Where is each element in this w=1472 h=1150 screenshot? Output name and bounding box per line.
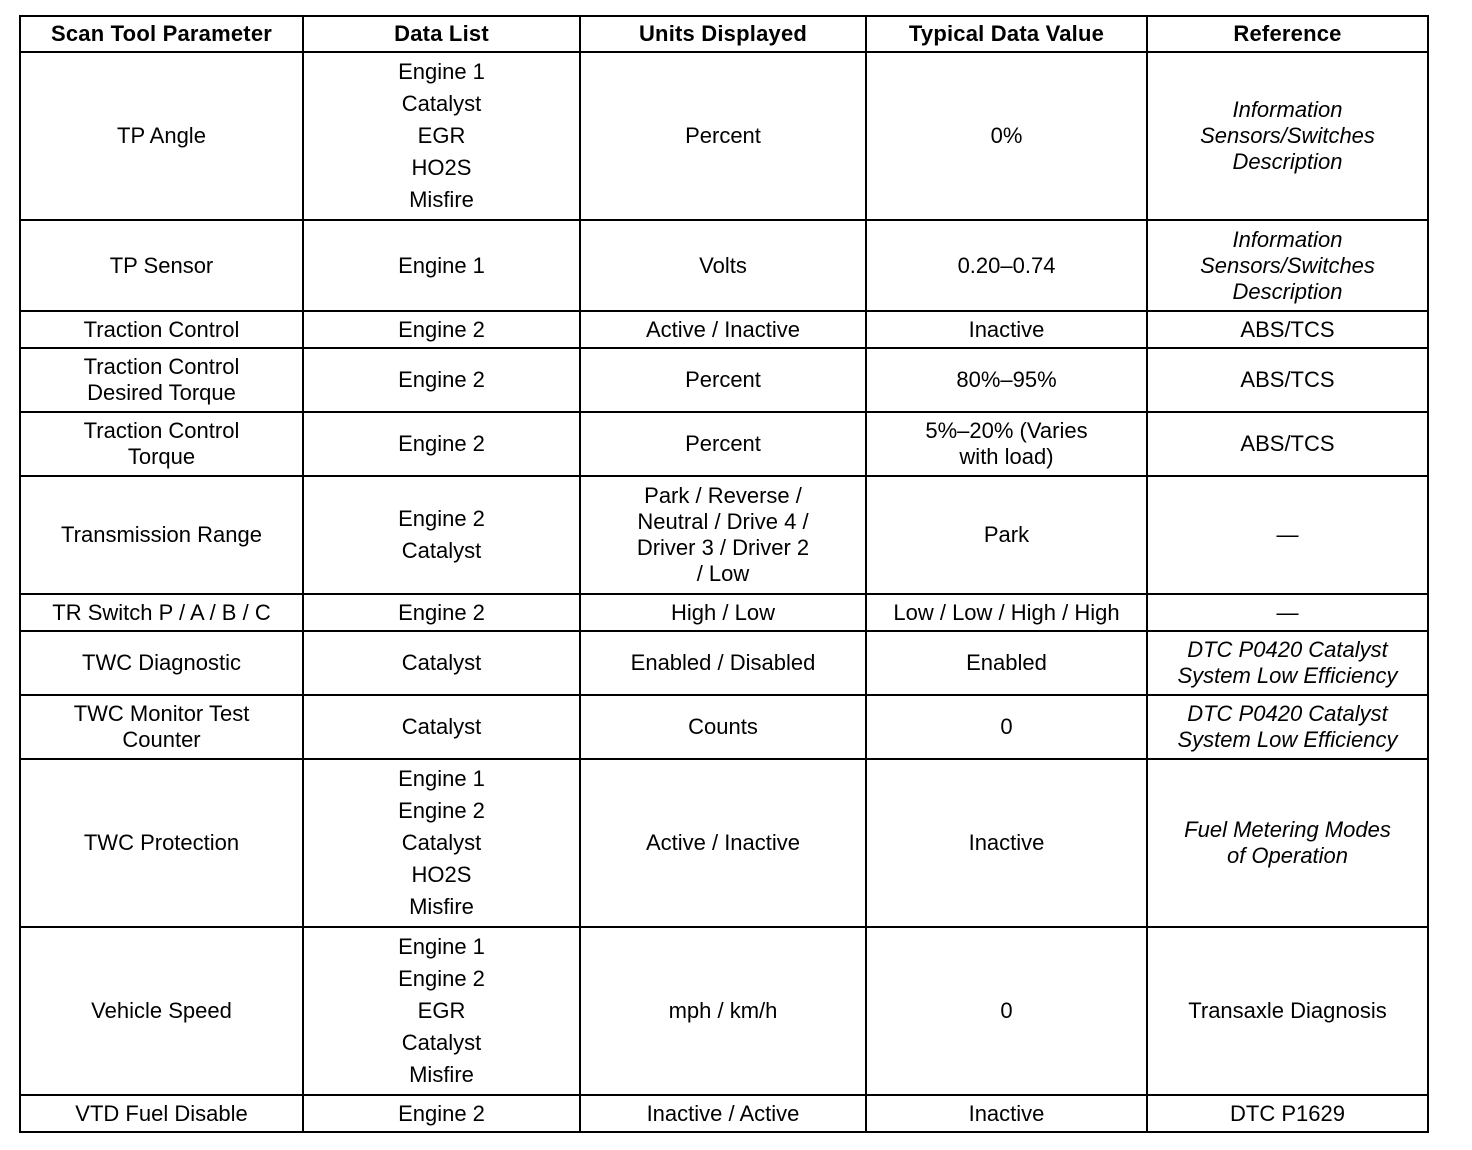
cell-text-line: Engine 2 <box>398 599 485 625</box>
cell-text-line: Sensors/Switches <box>1200 123 1375 148</box>
table-row <box>20 631 1428 695</box>
reference-cell <box>1147 927 1428 1095</box>
parameter-cell <box>20 695 303 759</box>
cell-text-line: Inactive <box>968 1100 1045 1126</box>
cell-text-line: Catalyst <box>401 714 482 739</box>
cell-text-line: Engine 1 <box>398 934 485 959</box>
parameter-cell <box>20 759 303 927</box>
cell-text-line: Enabled <box>966 650 1047 675</box>
cell-text-line: Information <box>1232 226 1343 252</box>
cell-text-line: Percent <box>685 123 761 148</box>
reference-cell <box>1147 52 1428 220</box>
data-list-cell <box>303 476 580 594</box>
cell-text-line: Catalyst <box>401 830 482 855</box>
cell-text-line: TP Sensor <box>109 252 214 278</box>
cell-text-line: Volts <box>699 252 747 278</box>
reference-cell <box>1147 412 1428 476</box>
table-row <box>20 311 1428 348</box>
cell-text-line: DTC P0420 Catalyst <box>1187 637 1388 662</box>
typical-value-cell <box>866 695 1147 759</box>
cell-text-line: Misfire <box>409 187 474 212</box>
cell-text-line: Percent <box>685 367 761 392</box>
cell-text-line: Engine 2 <box>398 966 485 991</box>
cell-text-line: Torque <box>127 444 196 469</box>
cell-text-line: Engine 1 <box>398 766 485 791</box>
units-cell <box>580 594 866 631</box>
cell-text-line: DTC P0420 Catalyst <box>1187 701 1388 726</box>
cell-text-line: mph / km/h <box>668 998 778 1023</box>
header-scan-tool-parameter: Scan Tool Parameter <box>20 16 303 52</box>
table-row <box>20 594 1428 631</box>
units-cell <box>580 927 866 1095</box>
cell-text-line: Engine 1 <box>398 59 485 84</box>
units-cell <box>580 759 866 927</box>
cell-text-line: HO2S <box>411 862 472 887</box>
parameter-cell <box>20 631 303 695</box>
cell-text-line: 0 <box>1000 714 1013 739</box>
header-units-displayed: Units Displayed <box>580 16 866 52</box>
cell-text-line: Counts <box>688 714 758 739</box>
units-cell <box>580 695 866 759</box>
units-cell <box>580 348 866 412</box>
cell-text-line: Fuel Metering Modes <box>1184 817 1391 842</box>
typical-value-cell <box>866 927 1147 1095</box>
units-cell <box>580 631 866 695</box>
reference-cell <box>1147 220 1428 311</box>
reference-cell <box>1147 759 1428 927</box>
parameter-cell <box>20 594 303 631</box>
cell-text-line: — <box>1276 599 1299 625</box>
cell-text-line: TWC Diagnostic <box>82 650 241 675</box>
cell-text-line: VTD Fuel Disable <box>75 1100 248 1126</box>
cell-text-line: TWC Protection <box>83 830 240 855</box>
cell-text-line: Catalyst <box>401 538 482 563</box>
units-cell <box>580 1095 866 1132</box>
units-cell <box>580 220 866 311</box>
cell-text-line: Description <box>1232 278 1343 304</box>
cell-text-line: Misfire <box>409 1062 474 1087</box>
table-body <box>20 52 1428 1132</box>
units-cell <box>580 52 866 220</box>
cell-text-line: System Low Efficiency <box>1177 663 1398 688</box>
cell-text-line: with load) <box>959 444 1054 469</box>
cell-text-line: Information <box>1232 97 1343 122</box>
cell-text-line: 5%–20% (Varies <box>925 418 1088 443</box>
parameter-cell <box>20 220 303 311</box>
cell-text-line: TWC Monitor Test <box>73 701 250 726</box>
typical-value-cell <box>866 759 1147 927</box>
cell-text-line: 0.20–0.74 <box>957 252 1056 278</box>
reference-cell <box>1147 311 1428 348</box>
cell-text-line: Catalyst <box>401 650 482 675</box>
units-cell <box>580 311 866 348</box>
cell-text-line: Driver 3 / Driver 2 <box>636 535 810 560</box>
typical-value-cell <box>866 220 1147 311</box>
reference-cell <box>1147 695 1428 759</box>
cell-text-line: Misfire <box>409 894 474 919</box>
table-row <box>20 220 1428 311</box>
parameter-cell <box>20 1095 303 1132</box>
cell-text-line: Engine 2 <box>398 506 485 531</box>
parameter-cell <box>20 311 303 348</box>
cell-text-line: TR Switch P / A / B / C <box>52 599 271 625</box>
cell-text-line: Low / Low / High / High <box>893 599 1120 625</box>
data-list-cell <box>303 412 580 476</box>
data-list-cell <box>303 759 580 927</box>
cell-text-line: Counter <box>122 727 201 752</box>
cell-text-line: Park <box>983 522 1030 547</box>
table-row <box>20 52 1428 220</box>
cell-text-line: Catalyst <box>401 1030 482 1055</box>
table-row <box>20 927 1428 1095</box>
typical-value-cell <box>866 52 1147 220</box>
cell-text-line: Transaxle Diagnosis <box>1188 998 1387 1023</box>
table-row <box>20 1095 1428 1132</box>
table-row <box>20 476 1428 594</box>
cell-text-line: ABS/TCS <box>1240 431 1335 456</box>
cell-text-line: Engine 1 <box>398 252 485 278</box>
cell-text-line: EGR <box>417 123 466 148</box>
cell-text-line: Active / Inactive <box>645 830 801 855</box>
cell-text-line: EGR <box>417 998 466 1023</box>
data-list-cell <box>303 220 580 311</box>
table-row <box>20 759 1428 927</box>
data-list-cell <box>303 927 580 1095</box>
parameter-cell <box>20 348 303 412</box>
cell-text-line: Traction Control <box>83 418 240 443</box>
cell-text-line: Neutral / Drive 4 / <box>637 509 809 534</box>
cell-text-line: Active / Inactive <box>645 316 801 342</box>
reference-cell <box>1147 476 1428 594</box>
cell-text-line: Engine 2 <box>398 316 485 342</box>
units-cell <box>580 476 866 594</box>
typical-value-cell <box>866 1095 1147 1132</box>
cell-text-line: Engine 2 <box>398 798 485 823</box>
parameter-cell <box>20 476 303 594</box>
cell-text-line: Traction Control <box>83 316 240 342</box>
typical-value-cell <box>866 348 1147 412</box>
reference-cell <box>1147 348 1428 412</box>
cell-text-line: ABS/TCS <box>1240 316 1335 342</box>
table-row <box>20 695 1428 759</box>
typical-value-cell <box>866 311 1147 348</box>
typical-value-cell <box>866 412 1147 476</box>
cell-text-line: 80%–95% <box>956 367 1057 392</box>
data-list-cell <box>303 631 580 695</box>
cell-text-line: Desired Torque <box>87 380 236 405</box>
cell-text-line: Sensors/Switches <box>1200 252 1375 278</box>
data-list-cell <box>303 52 580 220</box>
reference-cell <box>1147 631 1428 695</box>
header-row <box>20 16 1428 52</box>
cell-text-line: Enabled / Disabled <box>630 650 816 675</box>
cell-text-line: Inactive <box>968 316 1045 342</box>
cell-text-line: of Operation <box>1226 843 1349 868</box>
data-list-cell <box>303 348 580 412</box>
cell-text-line: 0% <box>990 123 1023 148</box>
cell-text-line: Inactive / Active <box>646 1100 800 1126</box>
data-list-cell <box>303 594 580 631</box>
parameter-cell <box>20 52 303 220</box>
reference-cell <box>1147 1095 1428 1132</box>
data-list-cell <box>303 695 580 759</box>
cell-text-line: Engine 2 <box>398 431 485 456</box>
typical-value-cell <box>866 476 1147 594</box>
table-row <box>20 412 1428 476</box>
cell-text-line: Description <box>1232 149 1343 174</box>
cell-text-line: / Low <box>696 561 750 586</box>
cell-text-line: DTC P1629 <box>1230 1100 1345 1126</box>
cell-text-line: Inactive <box>968 830 1045 855</box>
cell-text-line: Park / Reverse / <box>644 483 802 508</box>
cell-text-line: Transmission Range <box>61 522 262 547</box>
typical-value-cell <box>866 594 1147 631</box>
scan-tool-data-table <box>19 15 1429 1133</box>
cell-text-line: Catalyst <box>401 91 482 116</box>
data-list-cell <box>303 1095 580 1132</box>
cell-text-line: 0 <box>1000 998 1013 1023</box>
header-data-list: Data List <box>303 16 580 52</box>
cell-text-line: — <box>1276 522 1299 547</box>
cell-text-line: High / Low <box>671 599 775 625</box>
parameter-cell <box>20 412 303 476</box>
cell-text-line: ABS/TCS <box>1240 367 1335 392</box>
reference-cell <box>1147 594 1428 631</box>
header-reference: Reference <box>1147 16 1428 52</box>
cell-text-line: Percent <box>685 431 761 456</box>
cell-text-line: Engine 2 <box>398 1100 485 1126</box>
header-typical-data-value: Typical Data Value <box>866 16 1147 52</box>
data-list-cell <box>303 311 580 348</box>
units-cell <box>580 412 866 476</box>
cell-text-line: TP Angle <box>117 123 206 148</box>
table-row <box>20 348 1428 412</box>
cell-text-line: Traction Control <box>83 354 240 379</box>
cell-text-line: System Low Efficiency <box>1177 727 1398 752</box>
parameter-cell <box>20 927 303 1095</box>
cell-text-line: HO2S <box>411 155 472 180</box>
cell-text-line: Engine 2 <box>398 367 485 392</box>
typical-value-cell <box>866 631 1147 695</box>
cell-text-line: Vehicle Speed <box>91 998 232 1023</box>
